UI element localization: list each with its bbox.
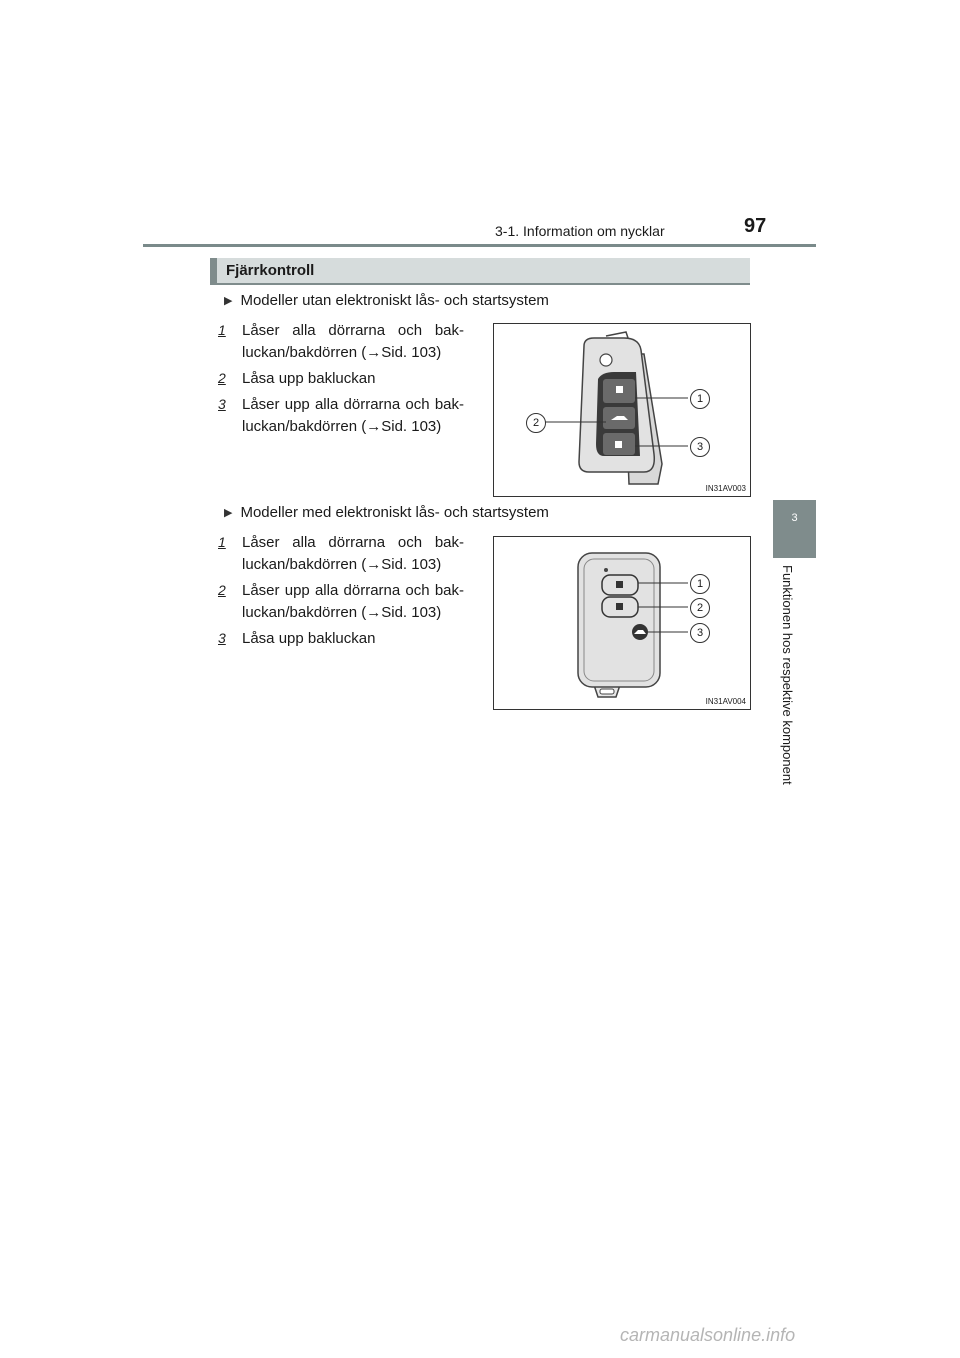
smart-key-illustration <box>494 537 750 709</box>
group1-item-line1: Låser upp alla dörrarna och bak- <box>242 396 464 413</box>
callout-3: 3 <box>690 623 710 643</box>
callout-2: 2 <box>690 598 710 618</box>
callout-3: 3 <box>690 437 710 457</box>
flip-key-figure <box>493 323 751 497</box>
group1-item-number: 1 <box>218 322 226 338</box>
group1-item-line2: luckan/bakdörren (→Sid. 103) <box>242 418 442 435</box>
watermark: carmanualsonline.info <box>620 1325 796 1345</box>
figure-code: IN31AV004 <box>705 697 746 706</box>
group2-item-text <box>242 580 464 624</box>
group1-item-number: 2 <box>218 370 226 386</box>
group1-item-text <box>242 394 464 438</box>
callout-1: 1 <box>690 389 710 409</box>
group2-item-line1: Låsa upp bakluckan <box>242 630 376 647</box>
section-title: Fjärrkontroll <box>226 262 315 279</box>
group1-item-text <box>242 320 464 364</box>
header-section-title: 3-1. Information om nycklar <box>495 223 665 239</box>
triangle-bullet-icon: ▶ <box>224 507 233 519</box>
group1-item-line1: Låsa upp bakluckan <box>242 370 376 387</box>
header-rule <box>143 244 816 247</box>
group2-item-number: 2 <box>218 582 226 598</box>
group1-item-number: 3 <box>218 396 226 412</box>
group2-item-number: 1 <box>218 534 226 550</box>
page-number: 97 <box>744 215 767 237</box>
figure-code: IN31AV003 <box>705 484 746 493</box>
chapter-tab: 3 <box>773 500 816 558</box>
group2-heading-text: Modeller med elektroniskt lås- och startsystem <box>240 504 549 521</box>
group2-item-line1: Låser upp alla dörrarna och bak- <box>242 582 464 599</box>
group2-item-line1: Låser alla dörrarna och bak- <box>242 534 464 551</box>
section-bar <box>210 258 750 285</box>
smart-key-figure <box>493 536 751 710</box>
group2-heading <box>224 504 549 521</box>
group2-item-text <box>242 532 464 576</box>
callout-1: 1 <box>690 574 710 594</box>
group1-heading <box>224 292 549 309</box>
section-bar-accent <box>210 258 217 283</box>
triangle-bullet-icon: ▶ <box>224 295 233 307</box>
group2-item-line2: luckan/bakdörren (→Sid. 103) <box>242 556 442 573</box>
group2-item-text <box>242 628 464 650</box>
group1-item-line1: Låser alla dörrarna och bak- <box>242 322 464 339</box>
group1-item-text <box>242 368 464 390</box>
group1-heading-text: Modeller utan elektroniskt lås- och startsystem <box>240 292 549 309</box>
group2-item-line2: luckan/bakdörren (→Sid. 103) <box>242 604 442 621</box>
callout-2: 2 <box>526 413 546 433</box>
chapter-label: Funktionen hos respektive komponent <box>780 565 795 785</box>
group2-item-number: 3 <box>218 630 226 646</box>
group1-item-line2: luckan/bakdörren (→Sid. 103) <box>242 344 442 361</box>
flip-key-illustration <box>494 324 750 496</box>
